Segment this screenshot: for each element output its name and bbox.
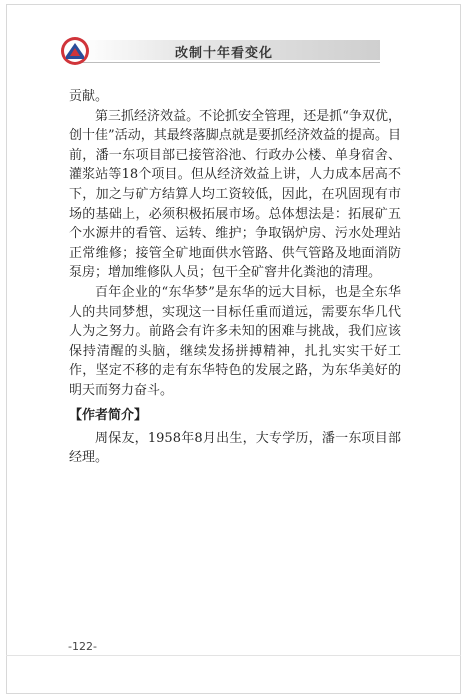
paragraph: 百年企业的“东华梦”是东华的远大目标，也是全东华人的共同梦想，实现这一目标任重而道远，需要东华几代人为之努力。前路会有许多未知的困难与挑战，我们应该保持清醒的头脑，继续发扬拼搏精神，扎扎实实干好工作，坚定不移的走有东华特色的发展之路，为东华美好的明天而努力奋斗。 <box>69 284 401 398</box>
page-header <box>60 36 390 66</box>
body-text <box>69 87 401 401</box>
header-title: 改制十年看变化 <box>175 46 274 61</box>
page-number: -122- <box>68 640 97 653</box>
header-rule <box>80 62 380 63</box>
author-bio <box>69 406 401 468</box>
paragraph: 贡献。 <box>69 89 109 104</box>
author-heading: 【作者简介】 <box>69 408 148 423</box>
footer-rule <box>6 655 461 656</box>
company-logo-icon <box>60 36 90 66</box>
author-text: 周保友，1958年8月出生，大专学历，潘一东项目部经理。 <box>69 430 401 466</box>
paragraph: 第三抓经济效益。不论抓安全管理，还是抓“争双优，创十佳”活动，其最终落脚点就是要抓经济效益的提高。目前，潘一东项目部已接管浴池、行政办公楼、单身宿舍、灌浆站等18个项目。但从经济效益上讲，人力成本居高不下，加之与矿方结算人均工资较低，因此，在巩固现有市场的基础上，必须积极拓展市场。总体想法是：拓展矿五个水源井的看管、运转、维护；争取锅炉房、污水处理站正常维修；接管全矿地面供水管路、供气管路及地面消防泵房；增加维修队人员；包干全矿窨井化粪池的清理。 <box>69 108 401 281</box>
